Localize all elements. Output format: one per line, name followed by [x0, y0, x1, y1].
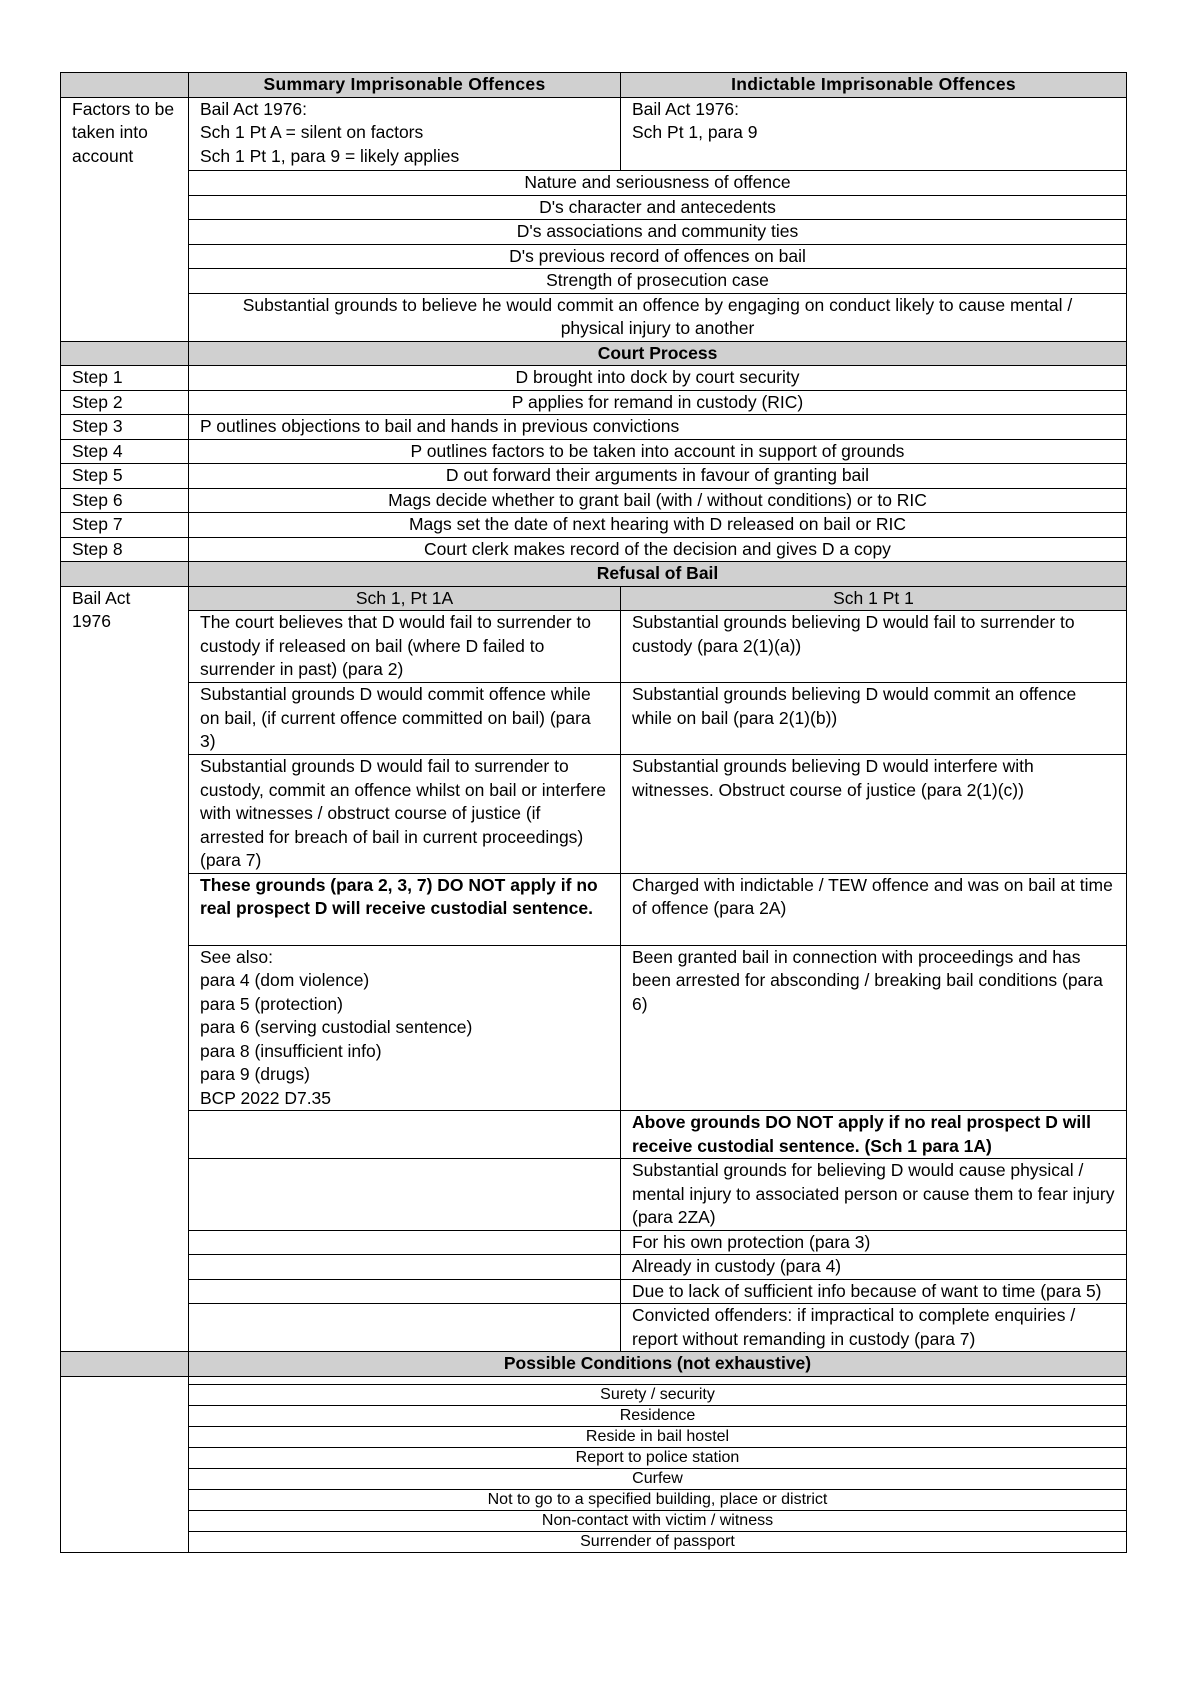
condition-item: Report to police station [189, 1447, 1127, 1468]
refusal-summary-ground: These grounds (para 2, 3, 7) DO NOT apply if no real prospect D will receive custodial sentence. [189, 873, 621, 945]
refusal-label: Bail Act 1976 [61, 586, 189, 1352]
court-process-title: Court Process [189, 341, 1127, 366]
refusal-indictable-ground: Been granted bail in connection with proceedings and has been arrested for absconding / breaking bail conditions (para 6) [621, 945, 1127, 1111]
indictable-only-ground: Substantial grounds for believing D would cause physical / mental injury to associated person or cause them to fear injury (para 2ZA) [621, 1159, 1127, 1231]
indictable-only-row [61, 1255, 1127, 1280]
court-process-header-row [61, 341, 1127, 366]
see-also-line: para 6 (serving custodial sentence) [200, 1017, 473, 1037]
header-blank-cell [61, 73, 189, 98]
refusal-row [61, 873, 1127, 945]
step-label: Step 4 [61, 439, 189, 464]
factor-item: Substantial grounds to believe he would commit an offence by engaging on conduct likely to cause mental / physical injury to another [189, 293, 1127, 341]
step-row [61, 464, 1127, 489]
conditions-header-row [61, 1352, 1127, 1377]
empty-summary-cell [189, 1230, 621, 1255]
see-also-cell [189, 945, 621, 1111]
step-text: Mags set the date of next hearing with D released on bail or RIC [189, 513, 1127, 538]
factors-indictable-line: Sch Pt 1, para 9 [632, 122, 758, 142]
refusal-indictable-ground: Substantial grounds believing D would interfere with witnesses. Obstruct course of justice (para 2(1)(c)) [621, 755, 1127, 874]
factors-summary-line: Bail Act 1976: [200, 98, 308, 119]
condition-spacer [189, 1376, 1127, 1384]
header-indictable: Indictable Imprisonable Offences [621, 73, 1127, 98]
refusal-header-row [61, 562, 1127, 587]
header-row [61, 73, 1127, 98]
see-also-row [61, 945, 1127, 1111]
step-label: Step 6 [61, 488, 189, 513]
step-row [61, 415, 1127, 440]
condition-item: Surety / security [189, 1384, 1127, 1405]
see-also-line: BCP 2022 D7.35 [200, 1087, 332, 1108]
refusal-col-indictable: Sch 1 Pt 1 [621, 586, 1127, 611]
indictable-only-row [61, 1159, 1127, 1231]
conditions-title: Possible Conditions (not exhaustive) [189, 1352, 1127, 1377]
refusal-subheader-row [61, 586, 1127, 611]
step-label: Step 7 [61, 513, 189, 538]
refusal-row [61, 755, 1127, 874]
factors-indictable-line: Bail Act 1976: [632, 98, 740, 119]
indictable-only-ground: Due to lack of sufficient info because of want to time (para 5) [621, 1279, 1127, 1304]
see-also-line: para 5 (protection) [200, 993, 343, 1014]
step-text: D brought into dock by court security [189, 366, 1127, 391]
step-row [61, 488, 1127, 513]
refusal-summary-ground: The court believes that D would fail to surrender to custody if released on bail (where D failed to surrender in past) (para 2) [189, 611, 621, 683]
indictable-only-row [61, 1304, 1127, 1352]
step-row [61, 439, 1127, 464]
refusal-indictable-ground: Substantial grounds believing D would commit an offence while on bail (para 2(1)(b)) [621, 683, 1127, 755]
refusal-title: Refusal of Bail [189, 562, 1127, 587]
condition-item: Reside in bail hostel [189, 1426, 1127, 1447]
condition-row [61, 1376, 1127, 1384]
step-text: P outlines factors to be taken into account in support of grounds [189, 439, 1127, 464]
indictable-only-ground: Already in custody (para 4) [621, 1255, 1127, 1280]
bail-summary-table [60, 72, 1127, 1553]
empty-summary-cell [189, 1279, 621, 1304]
condition-item: Surrender of passport [189, 1531, 1127, 1552]
step-text: D out forward their arguments in favour of granting bail [189, 464, 1127, 489]
step-label: Step 2 [61, 390, 189, 415]
refusal-row [61, 611, 1127, 683]
see-also-line: para 4 (dom violence) [200, 970, 370, 990]
factor-item: Nature and seriousness of offence [189, 171, 1127, 196]
factor-item: D's character and antecedents [189, 195, 1127, 220]
see-also-line: para 8 (insufficient info) [200, 1040, 382, 1061]
factor-item: Strength of prosecution case [189, 269, 1127, 294]
factors-label: Factors to be taken into account [61, 97, 189, 341]
condition-item: Non-contact with victim / witness [189, 1510, 1127, 1531]
see-also-line: See also: [200, 946, 273, 967]
refusal-summary-ground: Substantial grounds D would fail to surrender to custody, commit an offence whilst on bail or interfere with witnesses / obstruct course of justice (if arrested for breach of bail in current proceedings) (para 7) [189, 755, 621, 874]
step-text: Court clerk makes record of the decision and gives D a copy [189, 537, 1127, 562]
step-text: Mags decide whether to grant bail (with / without conditions) or to RIC [189, 488, 1127, 513]
indictable-only-ground: For his own protection (para 3) [621, 1230, 1127, 1255]
step-text: P applies for remand in custody (RIC) [189, 390, 1127, 415]
empty-summary-cell [189, 1255, 621, 1280]
factors-row [61, 97, 1127, 171]
indictable-only-row [61, 1111, 1127, 1159]
step-row [61, 513, 1127, 538]
step-label: Step 8 [61, 537, 189, 562]
indictable-only-row [61, 1230, 1127, 1255]
refusal-summary-ground: Substantial grounds D would commit offence while on bail, (if current offence committed on bail) (para 3) [189, 683, 621, 755]
conditions-label-cell [61, 1376, 189, 1552]
see-also-line: para 9 (drugs) [200, 1064, 310, 1084]
section-blank-cell [61, 1352, 189, 1377]
indictable-only-ground: Above grounds DO NOT apply if no real prospect D will receive custodial sentence. (Sch 1 para 1A) [621, 1111, 1127, 1159]
factors-summary-line: Sch 1 Pt A = silent on factors [200, 122, 424, 142]
condition-item: Curfew [189, 1468, 1127, 1489]
step-row [61, 366, 1127, 391]
step-label: Step 1 [61, 366, 189, 391]
section-blank-cell [61, 341, 189, 366]
empty-summary-cell [189, 1304, 621, 1352]
header-summary: Summary Imprisonable Offences [189, 73, 621, 98]
refusal-indictable-ground: Substantial grounds believing D would fail to surrender to custody (para 2(1)(a)) [621, 611, 1127, 683]
factors-summary-line: Sch 1 Pt 1, para 9 = likely applies [200, 145, 460, 166]
step-label: Step 3 [61, 415, 189, 440]
section-blank-cell [61, 562, 189, 587]
factors-indictable-cell [621, 97, 1127, 171]
refusal-row [61, 683, 1127, 755]
factors-summary-cell [189, 97, 621, 171]
factor-item: D's associations and community ties [189, 220, 1127, 245]
bail-table-page [60, 72, 1126, 1553]
empty-summary-cell [189, 1159, 621, 1231]
condition-item: Not to go to a specified building, place or district [189, 1489, 1127, 1510]
indictable-only-ground: Convicted offenders: if impractical to complete enquiries / report without remanding in custody (para 7) [621, 1304, 1127, 1352]
step-row [61, 537, 1127, 562]
condition-item: Residence [189, 1405, 1127, 1426]
indictable-only-row [61, 1279, 1127, 1304]
refusal-col-summary: Sch 1, Pt 1A [189, 586, 621, 611]
step-text: P outlines objections to bail and hands in previous convictions [189, 415, 1127, 440]
factor-item: D's previous record of offences on bail [189, 244, 1127, 269]
refusal-indictable-ground: Charged with indictable / TEW offence and was on bail at time of offence (para 2A) [621, 873, 1127, 945]
step-row [61, 390, 1127, 415]
empty-summary-cell [189, 1111, 621, 1159]
step-label: Step 5 [61, 464, 189, 489]
